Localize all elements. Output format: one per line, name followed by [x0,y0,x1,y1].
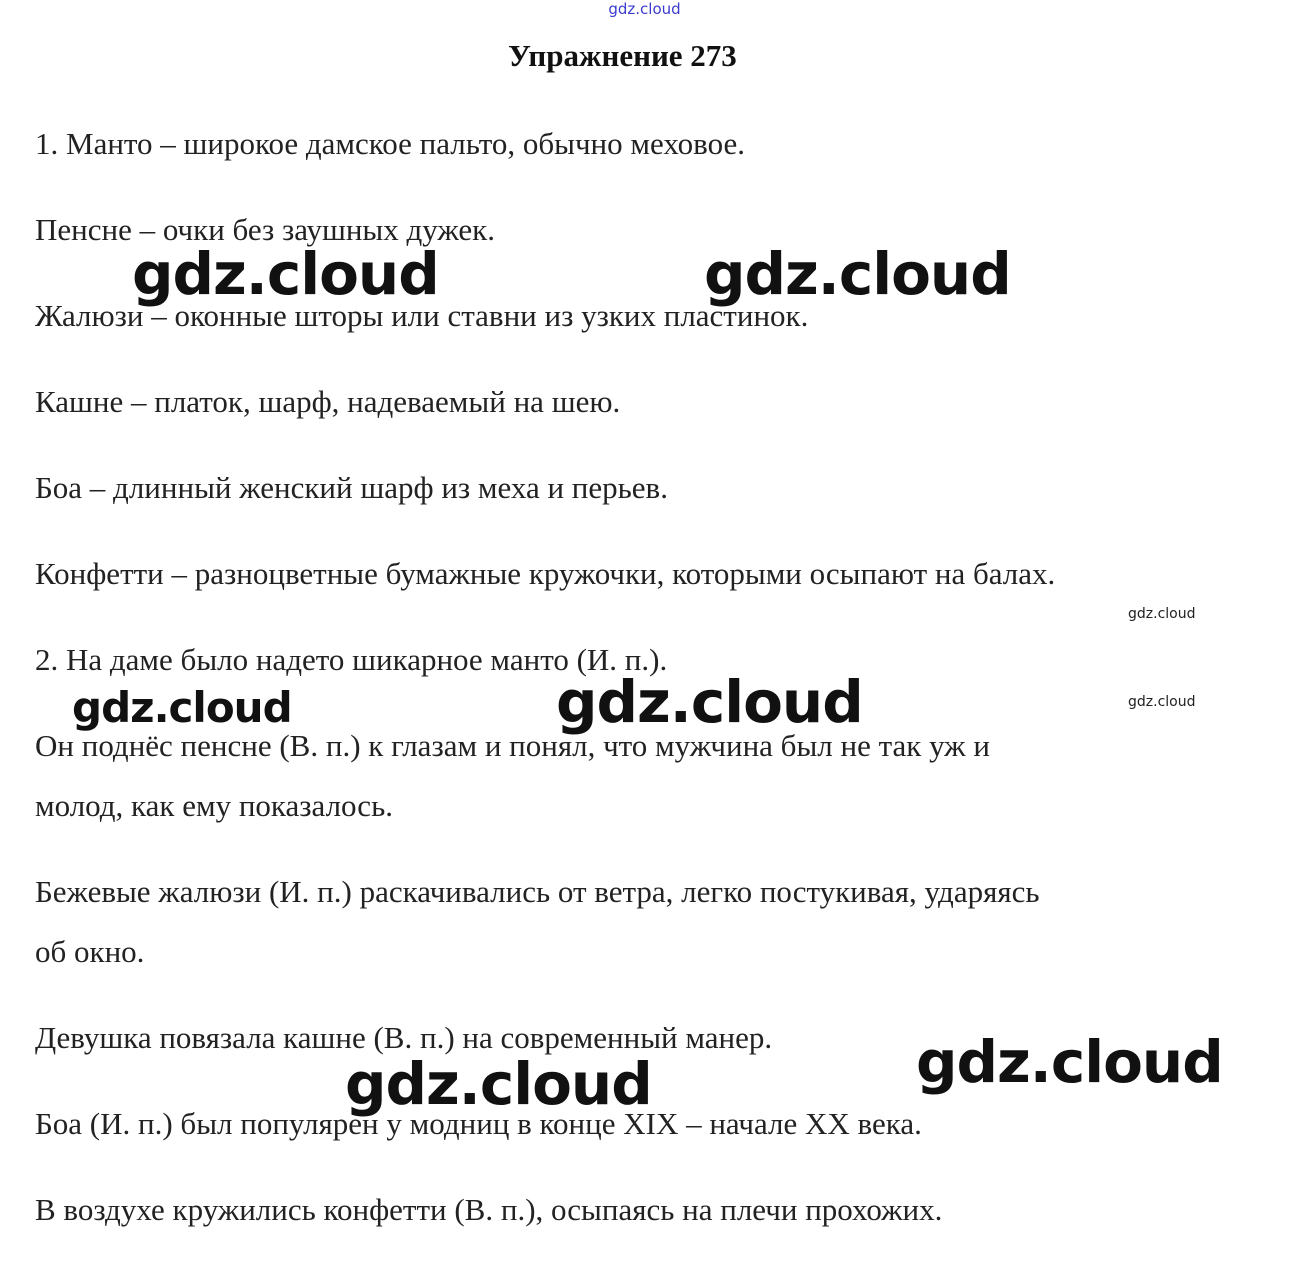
definition-kashne: Кашне – платок, шарф, надеваемый на шею. [35,384,621,419]
watermark: gdz.cloud [345,1050,652,1118]
definition-zhalyuzi: Жалюзи – оконные шторы или ставни из узких пластинок. [35,298,809,333]
small-watermark: gdz.cloud [1128,606,1196,622]
watermark: gdz.cloud [132,240,439,308]
page-title: Упражнение 273 [508,38,737,73]
sentence-zhalyuzi-line2: об окно. [35,934,145,969]
sentence-zhalyuzi-line1: Бежевые жалюзи (И. п.) раскачивались от ветра, легко постукивая, ударяясь [35,874,1040,909]
watermark: gdz.cloud [72,683,292,732]
sentence-pensne-line1: Он поднёс пенсне (В. п.) к глазам и понял, что мужчина был не так уж и [35,728,990,763]
watermark: gdz.cloud [916,1028,1223,1096]
definition-pensne: Пенсне – очки без заушных дужек. [35,212,495,247]
definition-boa: Боа – длинный женский шарф из меха и перьев. [35,470,668,505]
sentence-boa: Боа (И. п.) был популярен у модниц в конце XIX – начале XX века. [35,1106,922,1141]
sentence-manto: 2. На даме было надето шикарное манто (И. п.). [35,642,668,677]
top-watermark: gdz.cloud [608,0,681,18]
small-watermark: gdz.cloud [1128,694,1196,710]
watermark: gdz.cloud [556,668,863,736]
sentence-kashne: Девушка повязала кашне (В. п.) на современный манер. [35,1020,773,1055]
sentence-konfetti: В воздухе кружились конфетти (В. п.), осыпаясь на плечи прохожих. [35,1192,943,1227]
definition-manto: 1. Манто – широкое дамское пальто, обычно меховое. [35,126,745,161]
watermark: gdz.cloud [704,240,1011,308]
sentence-pensne-line2: молод, как ему показалось. [35,788,393,823]
definition-konfetti: Конфетти – разноцветные бумажные кружочки, которыми осыпают на балах. [35,556,1056,591]
